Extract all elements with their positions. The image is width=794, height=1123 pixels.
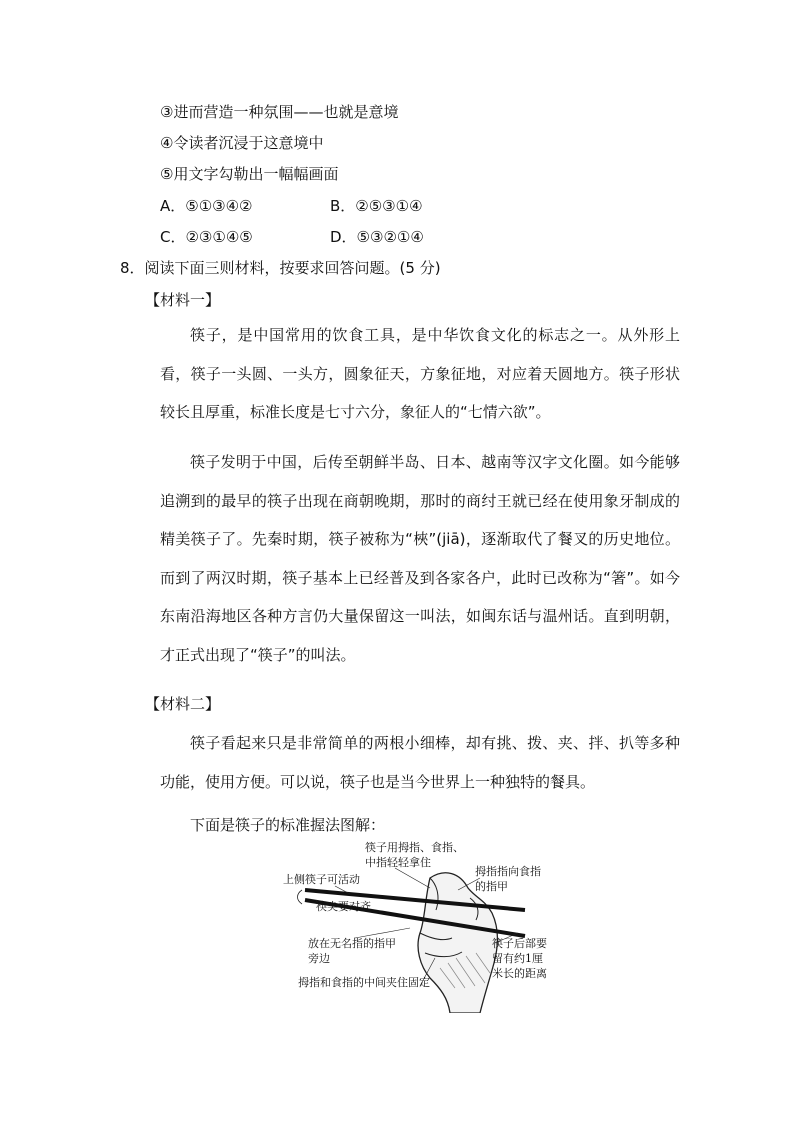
annotation-ring-finger: 放在无名指的指甲 旁边 xyxy=(308,937,396,965)
material-1-heading: 【材料一】 xyxy=(145,291,221,309)
choice-b: B．②⑤③①④ xyxy=(330,197,423,215)
material-2-heading: 【材料二】 xyxy=(145,695,221,713)
question-8: 8．阅读下面三则材料，按要求回答问题。(5 分) xyxy=(120,259,441,277)
annotation-end-distance: 筷子后部要 留有约1厘 米长的距离 xyxy=(492,937,547,980)
option-line-3: ③进而营造一种氛围——也就是意境 xyxy=(160,103,399,121)
choice-d: D．⑤③②①④ xyxy=(330,228,424,246)
option-line-4: ④令读者沉浸于这意境中 xyxy=(160,134,324,152)
annotation-upper-movable: 上侧筷子可活动 xyxy=(283,873,360,886)
chopstick-grip-diagram xyxy=(280,838,580,1013)
annotation-thumb-index-fixed: 拇指和食指的中间夹住固定 xyxy=(298,976,430,989)
option-line-5: ⑤用文字勾勒出一幅幅画面 xyxy=(160,165,339,183)
annotation-tips-aligned: 筷尖要对齐 xyxy=(316,900,371,913)
choice-c: C．②③①④⑤ xyxy=(160,228,253,246)
material-2-paragraph: 筷子看起来只是非常简单的两根小细棒，却有挑、拨、夹、拌、扒等多种功能，使用方便。可以说，筷子也是当今世界上一种独特的餐具。 xyxy=(160,734,680,791)
diagram-caption: 下面是筷子的标准握法图解： xyxy=(190,816,386,834)
annotation-thumb-direction: 拇指指向食指 的指甲 xyxy=(475,865,541,893)
material-1-paragraph-1: 筷子，是中国常用的饮食工具，是中华饮食文化的标志之一。从外形上看，筷子一头圆、一头方，圆象征天，方象征地，对应着天圆地方。筷子形状较长且厚重，标准长度是七寸六分，象征人的“七情六欲”。 xyxy=(160,326,680,421)
choice-a: A．⑤①③④② xyxy=(160,197,253,215)
material-1-paragraph-2: 筷子发明于中国，后传至朝鲜半岛、日本、越南等汉字文化圈。如今能够追溯到的最早的筷子出现在商朝晚期，那时的商纣王就已经在使用象牙制成的精美筷子了。先秦时期，筷子被称为“梜”(jiā)，逐渐取代了餐叉的历史地位。而到了两汉时期，筷子基本上已经普及到各家各户，此时已改称为“箸”。如今东南沿海地区各种方言仍大量保留这一叫法，如闽东话与温州话。直到明朝，才正式出现了“筷子”的叫法。 xyxy=(160,453,680,664)
annotation-grip-fingers: 筷子用拇指、食指、 中指轻轻拿住 xyxy=(365,841,464,869)
